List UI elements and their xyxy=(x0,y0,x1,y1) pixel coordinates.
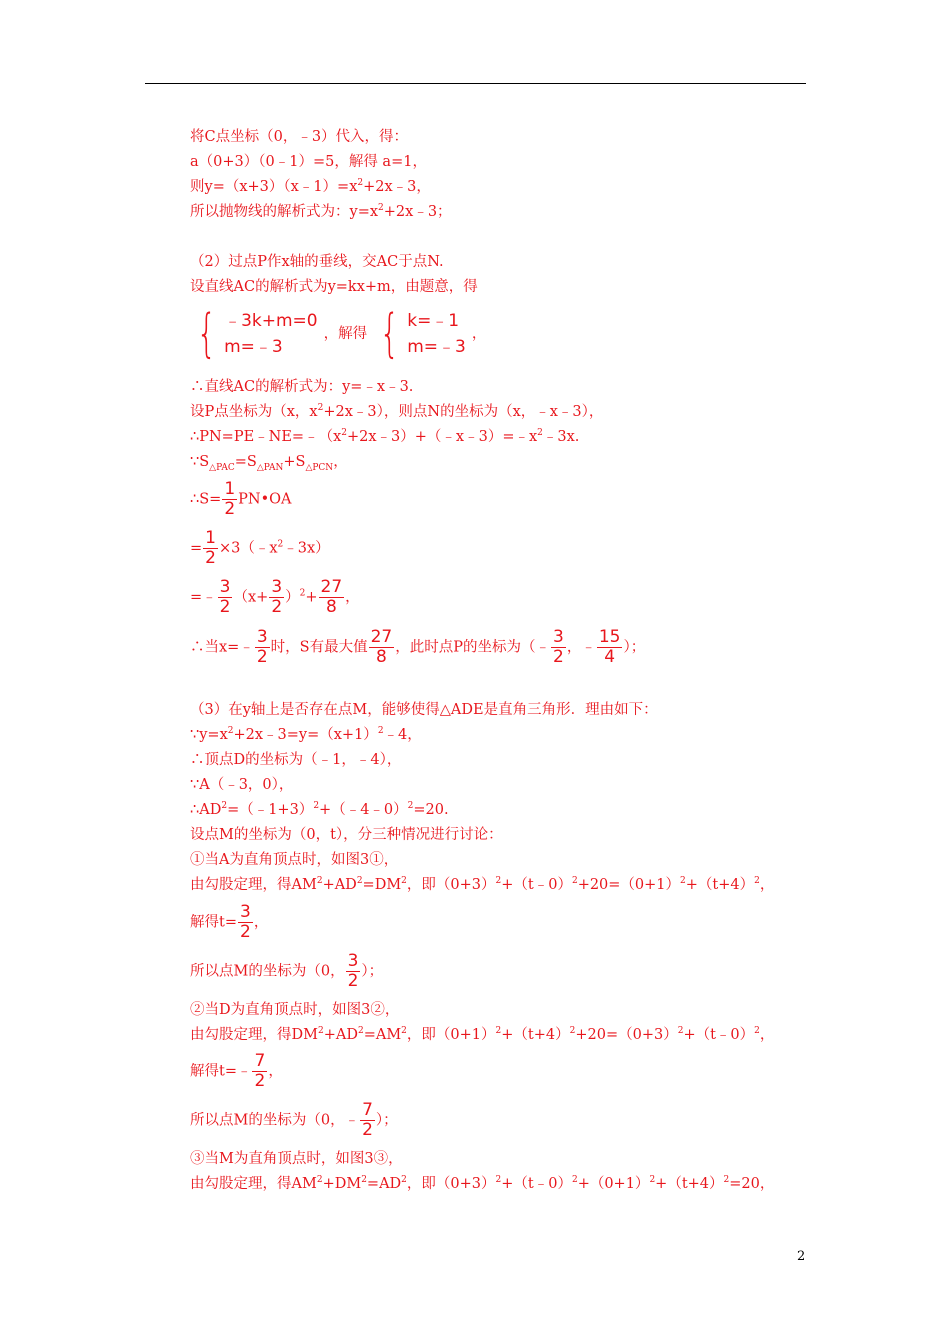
fraction: $\frac{15}{4}$ xyxy=(598,627,621,667)
formula-line: 所以点M的坐标为（0， $\frac{3}{2}$ ）； xyxy=(190,951,384,991)
text-line: 设P点坐标为（x，$x^2+2x﹣3$），则点N的坐标为（x，﹣x﹣3）， xyxy=(190,403,604,420)
fraction: $\frac{1}{2}$ xyxy=(224,479,236,519)
fraction: $\frac{3}{2}$ xyxy=(256,627,268,667)
text-line: ③当M为直角顶点时，如图3③， xyxy=(190,1151,403,1167)
text-line: 将C点坐标（0，﹣3）代入，得： xyxy=(190,129,409,145)
text-line: $\therefore PN=PE﹣NE=﹣(x^2+2x﹣3)+(﹣x﹣3)=﹣x^2﹣3x$. xyxy=(190,428,580,445)
formula-line: 解得t=﹣ $\frac{7}{2}$ ， xyxy=(190,1051,283,1091)
fraction: $\frac{27}{8}$ xyxy=(320,577,343,617)
formula-line: = $\frac{1}{2}$ $\times 3(﹣x^2﹣3x)$ xyxy=(190,528,330,568)
text-line: $\because S_{\triangle PAC}=S_{\triangle PAN}+S_{\triangle PCN}$， xyxy=(190,454,348,473)
formula-line: ∴当x=﹣ $\frac{3}{2}$ 时，S有最大值 $\frac{27}{8}$ ，此时点P的坐标为（﹣ $\frac{3}{2}$ ，﹣ $\frac{15}{4}$ ）； xyxy=(190,627,646,667)
fraction: $\frac{3}{2}$ xyxy=(347,951,359,991)
formula-line: ∴S= $\frac{1}{2}$ PN•OA xyxy=(190,479,292,519)
text-line: （2）过点P作x轴的垂线，交AC于点N. xyxy=(190,254,444,270)
fraction: $\frac{27}{8}$ xyxy=(370,627,393,667)
formula-line: 解得t= $\frac{3}{2}$ ， xyxy=(190,902,269,942)
text-line: ∴直线AC的解析式为：y=﹣x﹣3. xyxy=(190,379,414,395)
text-line: 设点M的坐标为（0，t），分三种情况进行讨论： xyxy=(190,827,503,843)
text-line: a（0+3）（0﹣1）=5，解得 a=1， xyxy=(190,154,427,170)
text-line: 由勾股定理，得$DM^2+AD^2=AM^2$，即$(0+1)^2+(t+4)^2+20=(0+3)^2+(t﹣0)^2$， xyxy=(190,1026,775,1043)
fraction: $\frac{3}{2}$ xyxy=(271,577,283,617)
fraction: $\frac{3}{2}$ xyxy=(553,627,564,667)
text-line: 所以抛物线的解析式为：$y=x^2+2x﹣3$； xyxy=(190,203,452,220)
text-line: （3）在y轴上是否存在点M，能够使得△ADE是直角三角形．理由如下： xyxy=(190,702,658,718)
text-line: $\because y=x^2+2x﹣3=y=(x+1)^2﹣4$， xyxy=(190,726,422,743)
text-line: ②当D为直角顶点时，如图3②， xyxy=(190,1002,400,1018)
formula-line: 所以点M的坐标为（0，﹣ $\frac{7}{2}$ ）； xyxy=(190,1100,398,1140)
text-line: 由勾股定理，得$AM^2+DM^2=AD^2$，即$(0+3)^2+(t﹣0)^2+(0+1)^2+(t+4)^2=20$， xyxy=(190,1175,775,1192)
fraction: $\frac{3}{2}$ xyxy=(219,577,231,617)
equation-system: { ﹣3k+m=0 m=﹣3 ，解得 { k=﹣1 m=﹣3 ， xyxy=(196,304,487,364)
text-line: $\therefore AD^2=(﹣1+3)^2+(﹣4﹣0)^2=20$. xyxy=(190,801,449,818)
text-line: 则$y=(x+3)(x﹣1)=x^2+2x﹣3$， xyxy=(190,178,431,195)
text-line: ①当A为直角顶点时，如图3①， xyxy=(190,852,399,868)
formula-line: =﹣ $\frac{3}{2}$ （x+ $\frac{3}{2}$ ）$^2$+ $\frac{27}{8}$ ， xyxy=(190,577,360,617)
header-rule xyxy=(145,83,806,84)
text-line: 设直线AC的解析式为y=kx+m，由题意，得 xyxy=(190,279,478,295)
fraction: $\frac{1}{2}$ xyxy=(205,528,216,568)
fraction: $\frac{7}{2}$ xyxy=(362,1100,373,1140)
text-line: ∵A（﹣3，0）， xyxy=(190,777,294,793)
page-number: 2 xyxy=(797,1249,806,1264)
fraction: $\frac{7}{2}$ xyxy=(254,1051,266,1091)
text-line: 由勾股定理，得$AM^2+AD^2=DM^2$，即$(0+3)^2+(t﹣0)^2+20=(0+1)^2+(t+4)^2$， xyxy=(190,876,775,893)
text-line: ∴顶点D的坐标为（﹣1，﹣4）， xyxy=(190,752,402,768)
fraction: $\frac{3}{2}$ xyxy=(239,902,251,942)
